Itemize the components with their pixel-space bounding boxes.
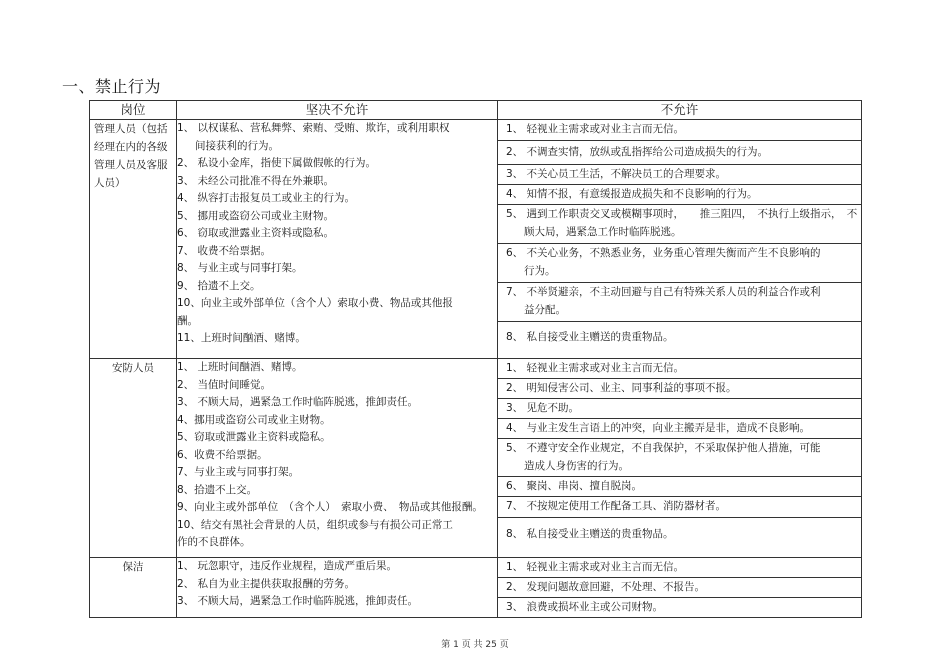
list-item: 8、 私自接受业主赠送的贵重物品。 bbox=[498, 517, 861, 557]
list-item: 2、 明知侵害公司、业主、同事利益的事项不报。 bbox=[498, 378, 861, 398]
list-item: 1、 轻视业主需求或对业主言而无信。 bbox=[506, 561, 685, 573]
list-item: 2、 发现问题故意回避，不处理、不报告。 bbox=[498, 577, 861, 597]
list-item: 6、收费不给票据。 bbox=[177, 448, 268, 461]
list-item: 1、 轻视业主需求或对业主言而无信。 bbox=[506, 123, 685, 135]
list-item: 8、拾遗不上交。 bbox=[177, 483, 258, 496]
list-item: 4、 纵容打击报复员工或业主的行为。 bbox=[177, 192, 356, 204]
list-item: 2、 当值时间睡觉。 bbox=[177, 378, 272, 391]
strictly-forbidden-cell bbox=[177, 558, 498, 618]
list-item: 1、 玩忽职守，违反作业规程，造成严重后果。 bbox=[177, 560, 398, 572]
list-item: 4、挪用或盗窃公司或业主财物。 bbox=[177, 413, 331, 426]
list-item: 7、 收费不给票据。 bbox=[177, 244, 272, 257]
table-row-cleaning bbox=[90, 558, 862, 618]
list-item: 5、窃取或泄露业主资料或隐私。 bbox=[177, 431, 331, 443]
list-item: 3、 不顾大局，遇紧急工作时临阵脱逃，推卸责任。 bbox=[177, 396, 419, 408]
strictly-forbidden-cell bbox=[177, 120, 498, 359]
header-strictly-forbidden: 坚决不允许 bbox=[177, 101, 498, 120]
list-item: 10、向业主或外部单位（含个人）索取小费、物品或其他报 bbox=[177, 297, 453, 309]
list-item: 11、上班时间酗酒、赌博。 bbox=[177, 332, 306, 344]
list-item: 作的不良群体。 bbox=[177, 536, 251, 548]
not-allowed-cell bbox=[498, 359, 862, 558]
list-item: 4、 与业主发生言语上的冲突，向业主搬弄是非，造成不良影响。 bbox=[498, 418, 861, 438]
list-item: 2、 私自为业主提供获取报酬的劳务。 bbox=[177, 577, 356, 590]
list-item: 6、 聚岗、串岗、擅自脱岗。 bbox=[498, 476, 861, 496]
list-item: 1、 轻视业主需求或对业主言而无信。 bbox=[506, 362, 685, 374]
list-item: 2、 私设小金库，指使下属做假帐的行为。 bbox=[177, 157, 377, 169]
list-item: 间接获利的行为。 bbox=[195, 139, 279, 152]
table-row-management bbox=[90, 120, 862, 359]
header-position: 岗位 bbox=[90, 101, 177, 120]
not-allowed-cell bbox=[498, 120, 862, 359]
list-item: 8、 与业主或与同事打架。 bbox=[177, 262, 303, 274]
not-allowed-cell bbox=[498, 558, 862, 618]
header-not-allowed: 不允许 bbox=[498, 101, 862, 120]
list-item: 3、 未经公司批准不得在外兼职。 bbox=[177, 174, 335, 187]
list-item: 3、 不顾大局，遇紧急工作时临阵脱逃，推卸责任。 bbox=[177, 595, 419, 607]
table-row-security bbox=[90, 359, 862, 558]
list-item: 9、向业主或外部单位 （含个人） 索取小费、 物品或其他报酬。 bbox=[177, 501, 483, 513]
list-item: 7、 不举贤避亲，不主动回避与自己有特殊关系人员的利益合作或利 益分配。 bbox=[498, 282, 861, 321]
list-item: 3、 不关心员工生活，不解决员工的合理要求。 bbox=[498, 164, 861, 184]
list-item: 3、 浪费或损坏业主或公司财物。 bbox=[498, 597, 861, 617]
list-item: 1、 以权谋私、营私舞弊、索贿、受贿、欺诈，或利用职权 bbox=[177, 122, 450, 134]
list-item: 7、 不按规定使用工作配备工具、消防器材者。 bbox=[498, 496, 861, 517]
strictly-forbidden-cell bbox=[177, 359, 498, 558]
list-item: 5、 挪用或盗窃公司或业主财物。 bbox=[177, 209, 335, 222]
prohibited-behavior-table bbox=[89, 100, 862, 618]
list-item: 8、 私自接受业主赠送的贵重物品。 bbox=[498, 321, 861, 358]
list-item: 7、与业主或与同事打架。 bbox=[177, 466, 300, 478]
table-header-row bbox=[90, 101, 862, 120]
list-item: 3、 见危不助。 bbox=[498, 398, 861, 418]
list-item: 酬。 bbox=[177, 314, 198, 327]
list-item: 2、 不调查实情，放纵或乱指挥给公司造成损失的行为。 bbox=[498, 140, 861, 164]
list-item: 5、 遇到工作职责交叉或模糊事项时， 推三阻四， 不执行上级指示， 不 顾大局，遇紧急工作时临阵脱逃。 bbox=[498, 204, 861, 243]
list-item: 6、 不关心业务，不熟悉业务，业务重心管理失衡而产生不良影响的 行为。 bbox=[498, 243, 861, 282]
list-item: 5、 不遵守安全作业规定，不自我保护，不采取保护他人措施，可能 造成人身伤害的行为。 bbox=[498, 438, 861, 476]
list-item: 9、 拾遗不上交。 bbox=[177, 279, 261, 292]
page-footer: 第 1 页 共 25 页 bbox=[441, 640, 509, 650]
role-cell: 安防人员 bbox=[90, 359, 177, 558]
list-item: 1、 上班时间酗酒、赌博。 bbox=[177, 361, 303, 373]
list-item: 4、 知情不报，有意缓报造成损失和不良影响的行为。 bbox=[498, 184, 861, 204]
list-item: 10、结交有黑社会背景的人员，组织或参与有损公司正常工 bbox=[177, 518, 453, 531]
section-heading: 一、禁止行为 bbox=[62, 77, 162, 96]
list-item: 6、 窃取或泄露业主资料或隐私。 bbox=[177, 227, 335, 239]
role-cell: 保洁 bbox=[90, 558, 177, 618]
role-cell: 管理人员（包括经理在内的各级管理人员及客服人员） bbox=[90, 120, 177, 359]
